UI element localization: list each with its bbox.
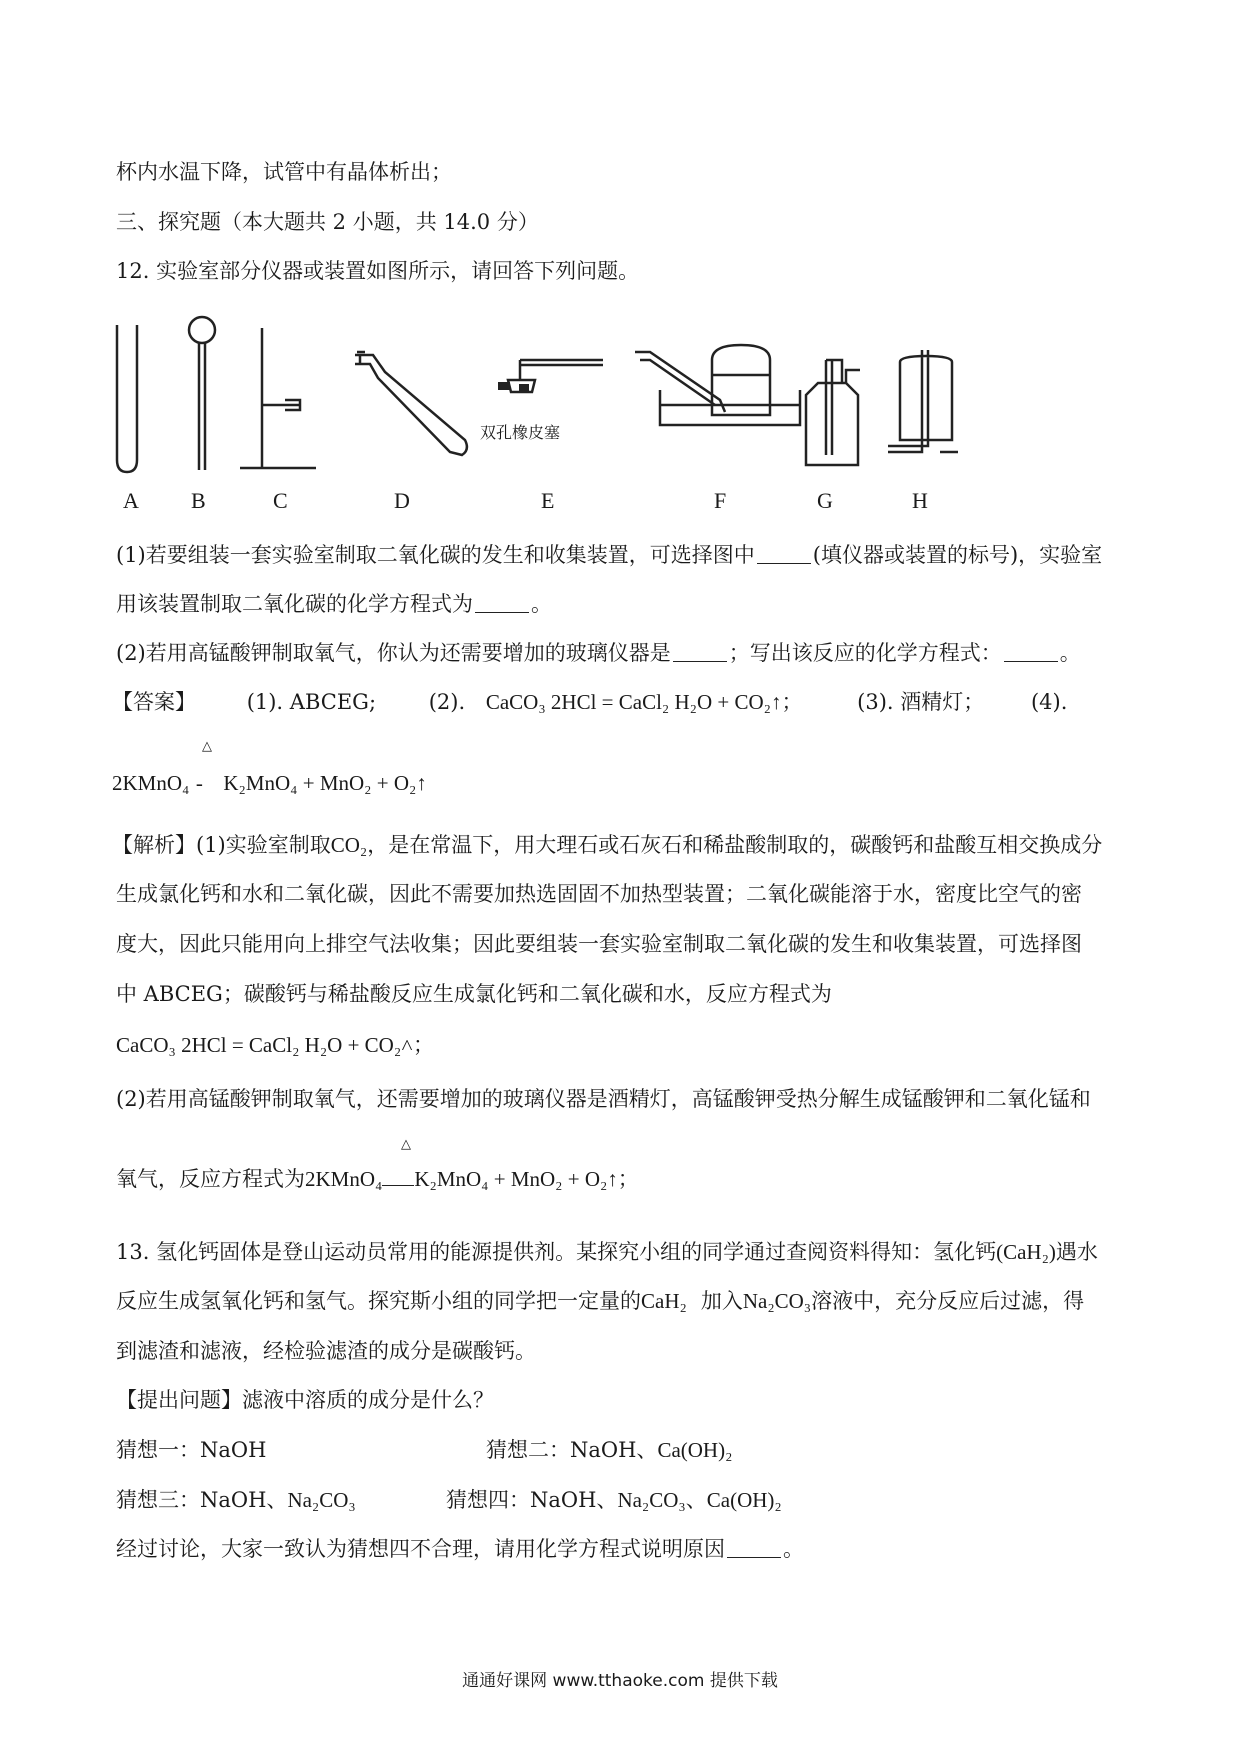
guess-4: 猜想四：NaOH、Na₂CO₃、Ca(OH)₂ [446, 1488, 782, 1512]
question-13-line-1: 13. 氢化钙固体是登山运动员常用的能源提供剂。某探究小组的同学通过查阅资料得知：氢化钙(CaH₂)遇水 [116, 1240, 1098, 1264]
question-13-line-2: 反应生成氢氧化钙和氢气。探究斯小组的同学把一定量的CaH₂ 加入Na₂CO₃溶液中，充分反应后过滤，得 [116, 1289, 1085, 1313]
answer-line: 【答案】 (1). ABCEG; (2). CaCO₃ 2HCl = CaCl₂ H₂O + CO₂↑； (3). 酒精灯； (4). [112, 690, 1068, 714]
question-13-line-3: 到滤渣和滤液，经检验滤渣的成分是碳酸钙。 [116, 1339, 536, 1363]
test-tube-drawing [117, 325, 137, 472]
equation-kmno4: 2KMnO₄ - K₂MnO₄ + MnO₂ + O₂↑ [112, 771, 427, 795]
answer-blank [1004, 641, 1058, 662]
label-a: A [123, 488, 139, 513]
equation-caco3-hcl: CaCO₃ 2HCl = CaCl₂ H₂O + CO₂↑； [485, 690, 803, 714]
explanation-line-3: 度大，因此只能用向上排空气法收集；因此要组装一套实验室制取二氧化碳的发生和收集装置，可选择图 [116, 932, 1082, 956]
section-heading: 三、探究题（本大题共 2 小题，共 14.0 分） [116, 210, 539, 234]
guess-2: 猜想二：NaOH、Ca(OH)₂ [486, 1438, 733, 1462]
q12-part1-line2: 用该装置制取二氧化碳的化学方程式为 。 [116, 592, 552, 616]
water-trough-drawing [660, 390, 800, 425]
label-f: F [714, 488, 727, 513]
answer-blank [475, 592, 529, 613]
discussion-line: 经过讨论，大家一致认为猜想四不合理，请用化学方程式说明原因 。 [116, 1537, 804, 1561]
q12-part2: (2)若用高锰酸钾制取氧气，你认为还需要增加的玻璃仪器是 ；写出该反应的化学方程式： 。 [116, 641, 1081, 665]
label-d: D [394, 488, 410, 513]
explanation-line-6: 氧气，反应方程式为2KMnO₄ K₂MnO₄ + MnO₂ + O₂↑； [116, 1167, 639, 1191]
bottle-h-drawing [888, 350, 958, 452]
guess-1: 猜想一：NaOH [116, 1438, 267, 1462]
iron-stand-drawing [240, 328, 316, 468]
stopper-caption: 双孔橡皮塞 [480, 423, 561, 442]
text-line-1: 杯内水温下降，试管中有晶体析出； [116, 160, 452, 184]
explanation-line-4: 中 ABCEG；碳酸钙与稀盐酸反应生成氯化钙和二氧化碳和水，反应方程式为 [116, 982, 832, 1006]
explanation-line-2: 生成氯化钙和水和二氧化碳，因此不需要加热选固固不加热型装置；二氧化碳能溶于水，密度比空气的密 [116, 882, 1082, 906]
answer-blank [673, 641, 727, 662]
heat-symbol: △ [202, 738, 212, 753]
label-e: E [541, 488, 555, 513]
label-h: H [912, 488, 928, 513]
explanation-line-1: 【解析】(1)实验室制取CO₂，是在常温下，用大理石或石灰石和稀盐酸制取的，碳酸钙和盐酸互相交换成分 [112, 833, 1103, 857]
label-b: B [191, 488, 206, 513]
answer-blank [727, 1537, 781, 1558]
heat-symbol-2: △ [401, 1136, 411, 1151]
label-g: G [817, 488, 833, 513]
explanation-line-5: (2)若用高锰酸钾制取氧气，还需要增加的玻璃仪器是酒精灯，高锰酸钾受热分解生成锰酸钾和二氧化锰和 [116, 1087, 1091, 1111]
answer-blank [757, 543, 811, 564]
apparatus-figure [0, 0, 1240, 540]
wash-bottle-g-drawing [806, 360, 858, 465]
funnel-drawing [189, 317, 215, 343]
guess-3: 猜想三：NaOH、Na₂CO₃ [116, 1488, 356, 1512]
label-c: C [273, 488, 288, 513]
question-prompt: 【提出问题】滤液中溶质的成分是什么？ [116, 1388, 494, 1412]
equation-caco3-hcl-2: CaCO₃ 2HCl = CaCl₂ H₂O + CO₂˄； [116, 1033, 434, 1057]
page-footer: 通通好课网 www.tthaoke.com 提供下载 [462, 1671, 778, 1691]
delivery-tube-drawing [355, 355, 467, 455]
question-12-stem: 12. 实验室部分仪器或装置如图所示，请回答下列问题。 [116, 259, 640, 283]
q12-part1-line1: (1)若要组装一套实验室制取二氧化碳的发生和收集装置，可选择图中 (填仪器或装置的标号)，实验室 [116, 543, 1103, 567]
